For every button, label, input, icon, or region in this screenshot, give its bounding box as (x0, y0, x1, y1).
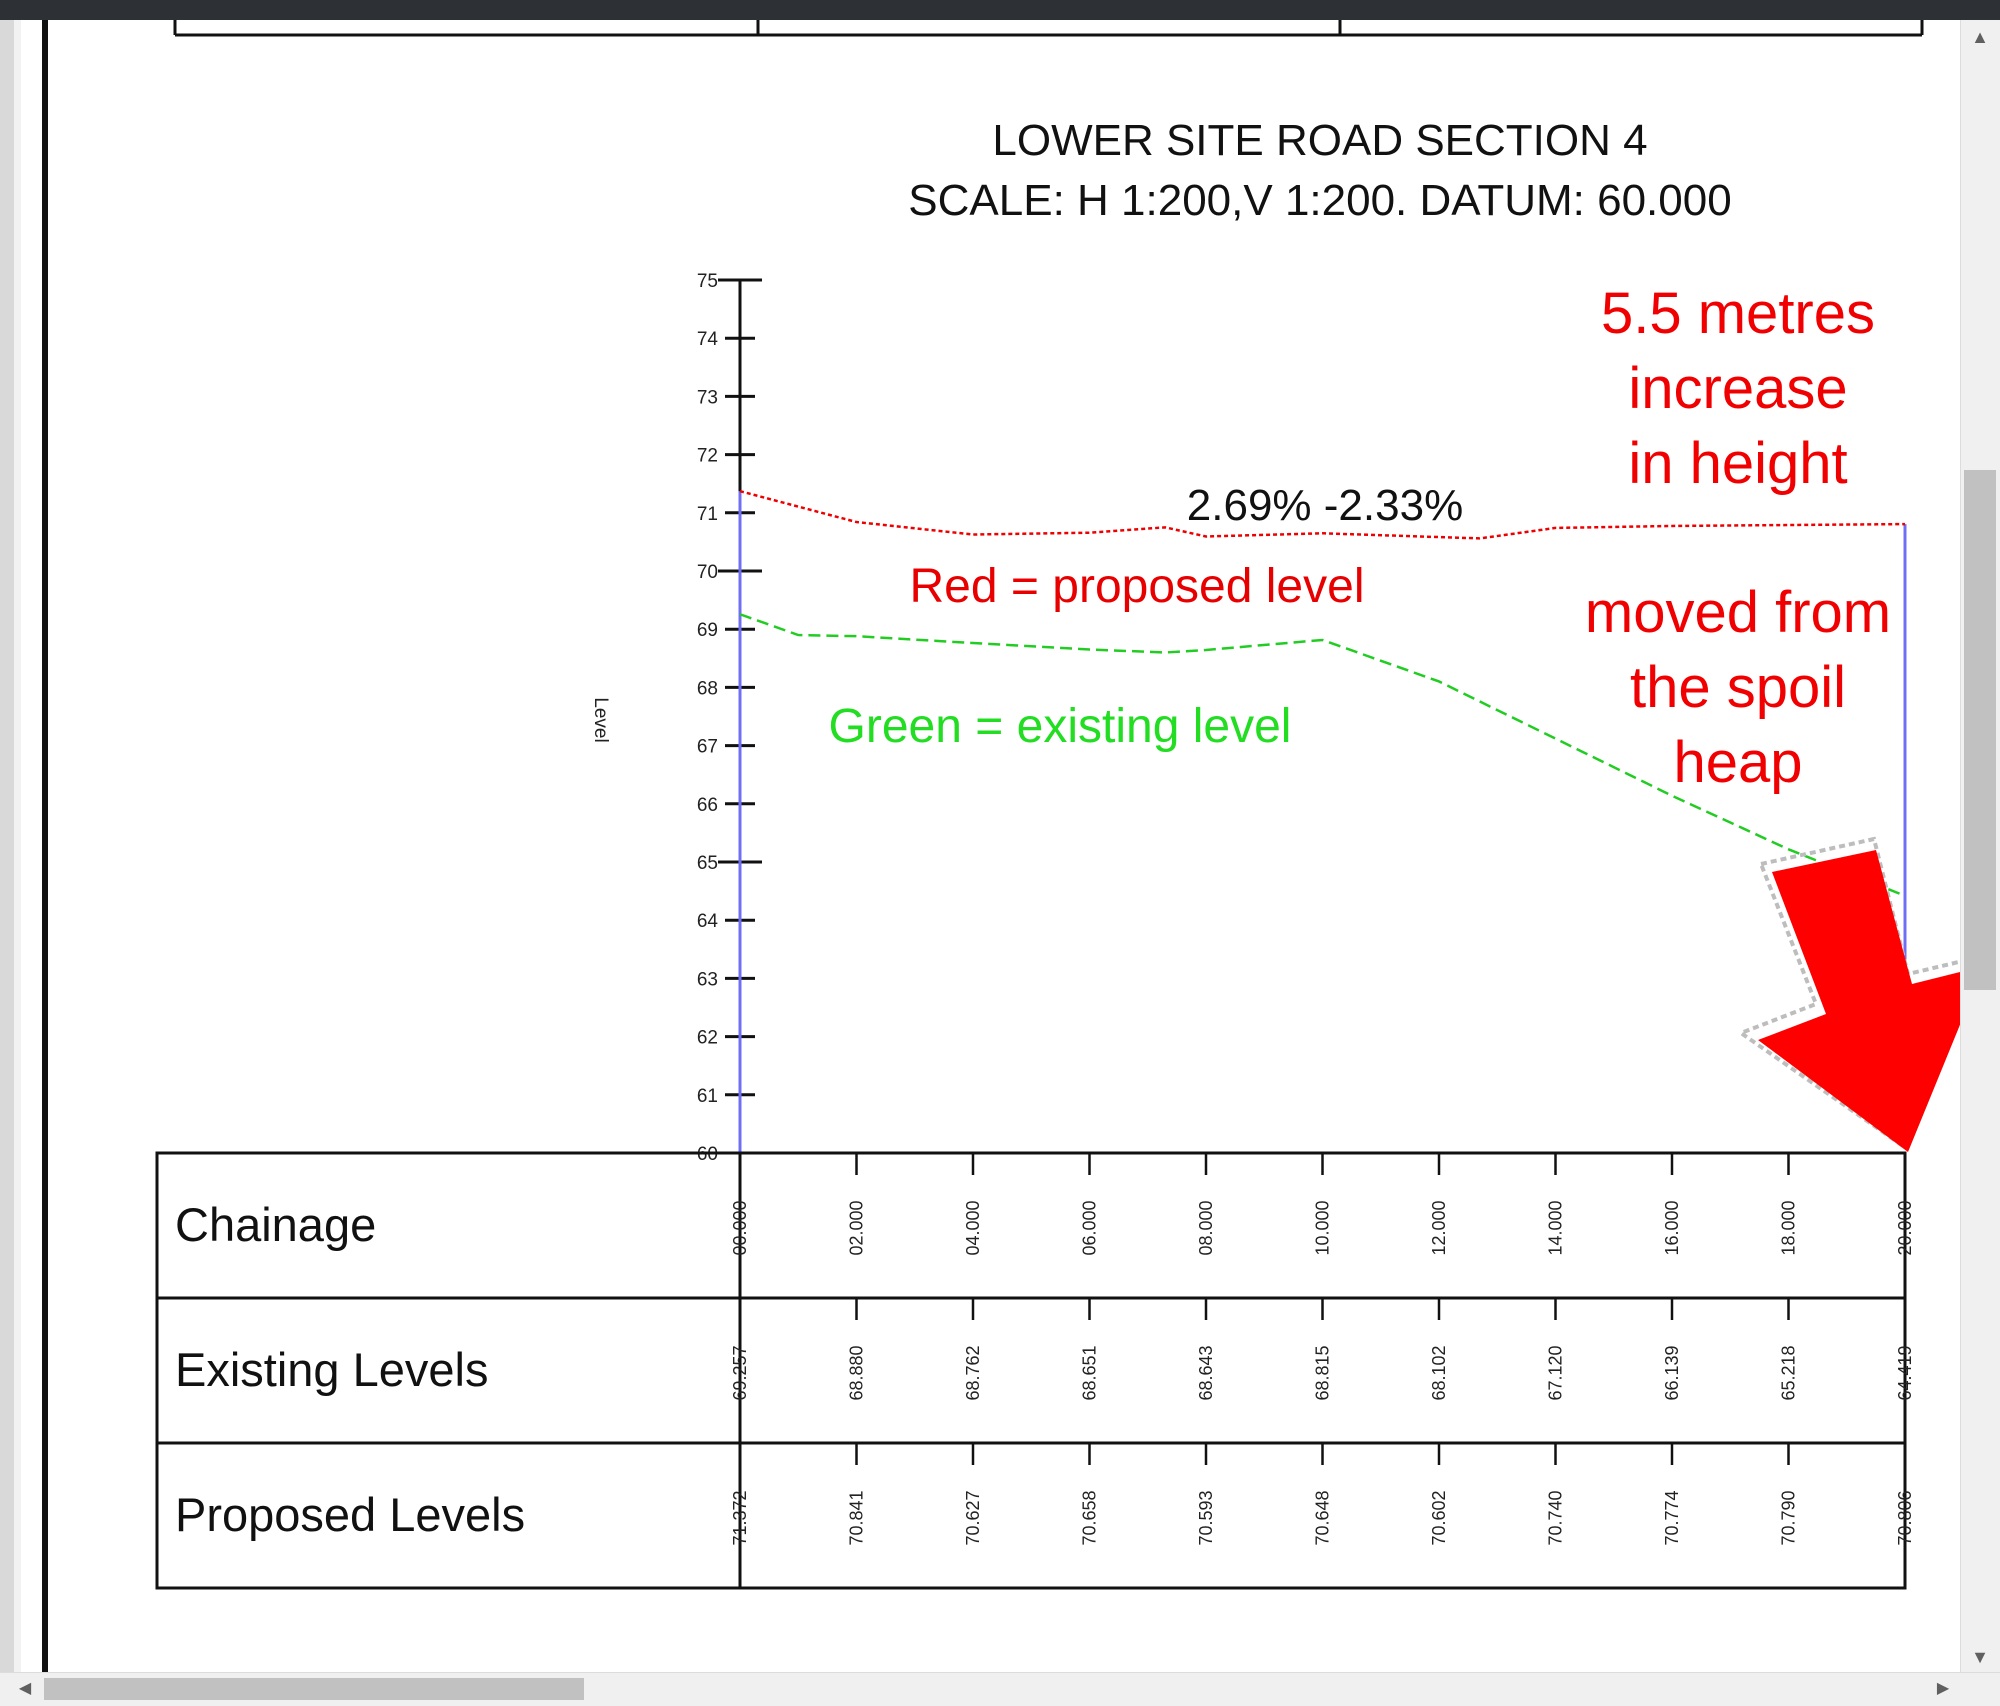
legend-existing: Green = existing level (828, 700, 1292, 753)
table-row-label: Proposed Levels (175, 1488, 526, 1541)
title-block-frame (175, 20, 1922, 35)
note-line-4: moved from (1584, 580, 1892, 645)
scroll-down-arrow-icon[interactable]: ▼ (1971, 1647, 1989, 1667)
axis-tick-label: 67 (696, 736, 718, 758)
axis-tick-label: 61 (696, 1085, 718, 1107)
note-line-6: heap (1673, 730, 1803, 795)
table-cell: 68.102 (1429, 1345, 1449, 1401)
table-cell: 68.815 (1312, 1345, 1333, 1401)
table-cell: 66.139 (1662, 1345, 1682, 1401)
y-axis-label: Level (590, 697, 611, 743)
table-cell: 68.643 (1196, 1345, 1216, 1401)
note-line-2: increase (1628, 356, 1848, 421)
scroll-up-arrow-icon[interactable]: ▲ (1971, 27, 1989, 47)
axis-tick-label: 66 (696, 794, 718, 816)
vertical-scroll-thumb[interactable] (1964, 470, 1996, 990)
table-row-label: Existing Levels (175, 1343, 489, 1396)
table-cell: 08.000 (1196, 1200, 1216, 1256)
axis-tick-label: 75 (696, 271, 718, 292)
axis-tick-label: 65 (696, 853, 718, 874)
down-right-arrow-icon (1741, 839, 1984, 1152)
table-cell: 65.218 (1778, 1345, 1799, 1401)
table-cell: 64.419 (1895, 1345, 1915, 1401)
table-row-label: Chainage (175, 1198, 377, 1251)
table-cell: 70.602 (1429, 1490, 1449, 1546)
table-cell: 70.593 (1196, 1490, 1216, 1546)
note-line-1: 5.5 metres (1601, 281, 1875, 346)
horizontal-scroll-thumb[interactable] (44, 1678, 584, 1700)
note-line-5: the spoil (1629, 655, 1847, 720)
axis-tick-label: 62 (696, 1027, 718, 1049)
axis-tick-label: 70 (696, 562, 718, 583)
table-cell: 06.000 (1079, 1200, 1100, 1256)
legend-proposed: Red = proposed level (909, 560, 1365, 613)
levels-table (157, 1153, 1915, 1588)
section-scale: SCALE: H 1:200,V 1:200. DATUM: 60.000 (908, 176, 1732, 225)
table-cell: 70.627 (963, 1490, 983, 1546)
axis-tick-label: 69 (696, 620, 718, 642)
note-line-3: in height (1628, 431, 1848, 496)
scroll-right-arrow-icon[interactable]: ▶ (1936, 1680, 1950, 1697)
table-cell: 67.120 (1545, 1345, 1566, 1401)
axis-tick-label: 60 (696, 1144, 718, 1165)
table-cell: 68.880 (846, 1345, 867, 1401)
level-axis (697, 271, 762, 1165)
table-cell: 70.790 (1778, 1490, 1799, 1546)
table-cell: 18.000 (1778, 1200, 1799, 1256)
axis-tick-label: 73 (696, 387, 718, 409)
table-cell: 12.000 (1429, 1200, 1449, 1256)
table-cell: 16.000 (1662, 1200, 1682, 1256)
axis-tick-label: 74 (696, 329, 718, 351)
table-cell: 00.000 (730, 1200, 750, 1256)
table-cell: 68.762 (963, 1345, 983, 1401)
table-cell: 71.372 (730, 1490, 750, 1546)
table-cell: 10.000 (1312, 1200, 1333, 1256)
scroll-left-arrow-icon[interactable]: ◀ (18, 1680, 32, 1697)
table-cell: 70.648 (1312, 1490, 1333, 1546)
table-cell: 70.774 (1662, 1490, 1682, 1546)
axis-tick-label: 72 (696, 445, 718, 467)
table-cell: 02.000 (846, 1200, 867, 1256)
axis-tick-label: 71 (696, 503, 718, 525)
table-cell: 20.000 (1895, 1200, 1915, 1256)
axis-tick-label: 63 (696, 969, 718, 991)
table-cell: 70.806 (1895, 1490, 1915, 1546)
table-cell: 70.841 (846, 1490, 867, 1546)
table-cell: 14.000 (1545, 1200, 1566, 1256)
table-cell: 69.257 (730, 1345, 750, 1401)
section-title: LOWER SITE ROAD SECTION 4 (992, 116, 1648, 165)
table-cell: 68.651 (1079, 1345, 1100, 1401)
table-cell: 04.000 (963, 1200, 983, 1256)
axis-tick-label: 68 (696, 678, 718, 700)
grade-label: 2.69% -2.33% (1186, 481, 1464, 530)
table-cell: 70.740 (1545, 1490, 1566, 1546)
axis-tick-label: 64 (696, 911, 718, 933)
table-cell: 70.658 (1079, 1490, 1100, 1546)
